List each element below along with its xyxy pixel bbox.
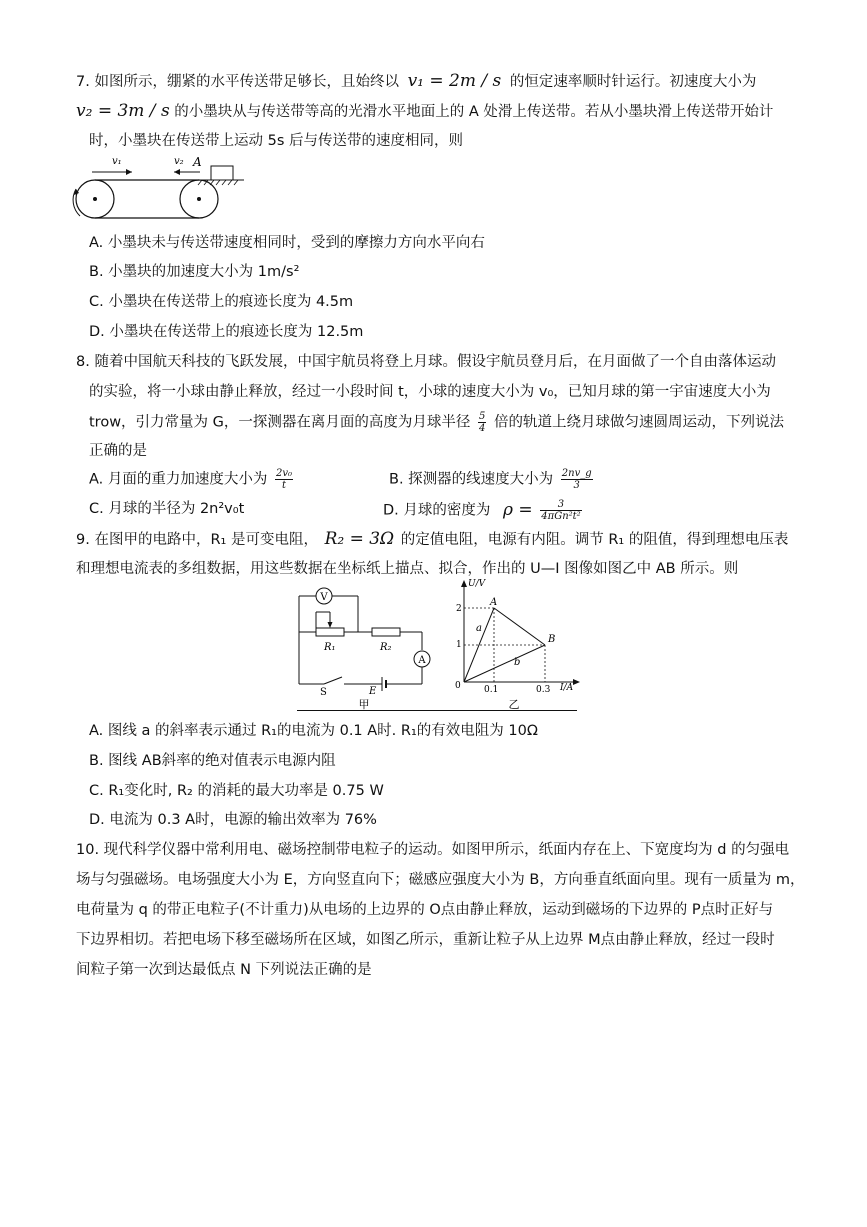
- q8-text-3a: trow，引力常量为 G，一探测器在离月面的高度为月球半径: [89, 414, 471, 431]
- conveyor-belt-figure: [66, 152, 246, 228]
- q9-line-1: [76, 529, 788, 550]
- graph-tick-x01: 0.1: [484, 685, 499, 695]
- graph-tick-y2: 2: [456, 604, 462, 614]
- q8-option-a-fraction: [275, 468, 293, 491]
- q8-option-a-num: 2v₀: [276, 468, 293, 479]
- q7-option-c[interactable]: C. 小墨块在传送带上的痕迹长度为 4.5m: [89, 294, 354, 310]
- graph-line-a-label: a: [476, 623, 482, 634]
- q8-option-b-num: 2nv_g: [561, 468, 592, 479]
- q7-text-1a: 7. 如图所示，绷紧的水平传送带足够长，且始终以: [76, 74, 399, 90]
- graph-point-b: B: [548, 634, 556, 645]
- graph-caption: 乙: [508, 698, 520, 710]
- q8-fraction-5-4: [478, 411, 486, 434]
- q7-line-2: [76, 101, 773, 122]
- switch-label: S: [320, 687, 327, 698]
- q10-line-5: 间粒子第一次到达最低点 N 下列说法正确的是: [76, 962, 372, 978]
- figure-baseline: [297, 710, 577, 711]
- ui-graph: [450, 574, 590, 710]
- q7-text-1b: 的恒定速率顺时针运行。初速度大小为: [509, 74, 757, 90]
- q9-option-a[interactable]: A. 图线 a 的斜率表示通过 R₁的电流为 0.1 A时. R₁的有效电阻为 10Ω: [89, 723, 538, 739]
- battery-label: E: [369, 686, 377, 697]
- q7-text-2b: 的小墨块从与传送带等高的光滑水平地面上的 A 处滑上传送带。若从小墨块滑上传送带开始计: [174, 104, 774, 120]
- r1-label: R₁: [324, 642, 336, 653]
- resistor-r1: [316, 628, 344, 636]
- q7-formula-v1: v₁ = 2m / s: [407, 71, 502, 91]
- q7-line-3: 时，小墨块在传送带上运动 5s 后与传送带的速度相同，则: [89, 133, 463, 149]
- ammeter-label: A: [418, 655, 426, 666]
- r2-label: R₂: [380, 642, 392, 653]
- q9-text-1b: 的定值电阻，电源有内阻。调节 R₁ 的阻值，得到理想电压表: [400, 532, 789, 548]
- graph-line-b-label: b: [514, 657, 521, 668]
- q8-option-b-den: 3: [573, 480, 580, 491]
- graph-tick-x03: 0.3: [536, 685, 551, 695]
- q7-option-a[interactable]: A. 小墨块未与传送带速度相同时，受到的摩擦力方向水平向右: [89, 235, 485, 251]
- q8-option-a[interactable]: [89, 468, 296, 491]
- q8-frac-den: 4: [479, 423, 486, 434]
- q8-option-a-den: t: [282, 480, 287, 491]
- q8-option-b-fraction: [561, 468, 593, 491]
- fig7-label-v1: v₁: [112, 156, 122, 167]
- q10-line-1: 10. 现代科学仪器中常利用电、磁场控制带电粒子的运动。如图甲所示，纸面内存在上、下宽度均为 d 的匀强电: [76, 842, 790, 858]
- q9-option-d[interactable]: D. 电流为 0.3 A时，电源的输出效率为 76%: [89, 812, 377, 828]
- q8-option-d-text: D. 月球的密度为: [383, 502, 491, 519]
- resistor-r2: [372, 628, 400, 636]
- q9-formula-r2: R₂ = 3Ω: [324, 529, 395, 549]
- line-ob: [464, 645, 545, 682]
- circuit-diagram: [294, 586, 444, 710]
- graph-origin: 0: [455, 681, 461, 691]
- q8-option-d-fraction: [540, 499, 581, 522]
- fig7-label-a: A: [193, 155, 202, 169]
- graph-xlabel: I/A: [560, 683, 574, 693]
- q10-line-4: 下边界相切。若把电场下移至磁场所在区域，如图乙所示，重新让粒子从上边界 M点由静止释放，经过一段时: [76, 932, 775, 948]
- graph-ylabel: U/V: [468, 579, 486, 589]
- q8-option-d-num: 3: [540, 499, 581, 511]
- q8-option-d-den: 4πGn²t²: [541, 511, 581, 522]
- q7-line-1: [76, 71, 756, 92]
- q7-option-b[interactable]: B. 小墨块的加速度大小为 1m/s²: [89, 264, 300, 280]
- line-ab: [494, 608, 545, 645]
- q8-option-d[interactable]: [383, 499, 585, 522]
- q8-option-b-text: B. 探测器的线速度大小为: [389, 471, 554, 488]
- q7-option-d[interactable]: D. 小墨块在传送带上的痕迹长度为 12.5m: [89, 324, 364, 340]
- q7-formula-v2: v₂ = 3m / s: [76, 101, 170, 121]
- voltmeter-label: V: [320, 592, 328, 603]
- q8-line-2: 的实验，将一小球由静止释放，经过一小段时间 t，小球的速度大小为 v₀，已知月球的第一宇宙速度大小为: [89, 384, 771, 400]
- q9-text-1a: 9. 在图甲的电路中，R₁ 是可变电阻，: [76, 532, 318, 548]
- q8-option-a-text: A. 月面的重力加速度大小为: [89, 471, 268, 488]
- q9-option-b[interactable]: B. 图线 AB斜率的绝对值表示电源内阻: [89, 753, 336, 769]
- q8-line-1: 8. 随着中国航天科技的飞跃发展，中国宇航员将登上月球。假设宇航员登月后，在月面做了一个自由落体运动: [76, 354, 776, 370]
- q8-text-3b: 倍的轨道上绕月球做匀速圆周运动，下列说法: [494, 414, 784, 431]
- q8-option-c[interactable]: C. 月球的半径为 2n²v₀t: [89, 501, 245, 517]
- q8-option-b[interactable]: [389, 468, 596, 491]
- q10-line-3: 电荷量为 q 的带正电粒子(不计重力)从电场的上边界的 O点由静止释放，运动到磁场的下边界的 P点时正好与: [76, 902, 774, 918]
- q9-option-c[interactable]: C. R₁变化时, R₂ 的消耗的最大功率是 0.75 W: [89, 783, 384, 799]
- graph-tick-y1: 1: [456, 640, 462, 650]
- q8-line-3: [89, 411, 784, 434]
- q8-line-4: 正确的是: [89, 443, 147, 459]
- q10-line-2: 场与匀强磁场。电场强度大小为 E，方向竖直向下；磁感应强度大小为 B，方向垂直纸面向里。现有一质量为 m，: [76, 872, 805, 888]
- q9-line-2: 和理想电流表的多组数据，用这些数据在坐标纸上描点、拟合，作出的 U—I 图像如图乙中 AB 所示。则: [76, 561, 739, 577]
- q8-option-d-rho: ρ =: [503, 499, 533, 520]
- fig7-label-v2: v₂: [174, 156, 184, 167]
- circuit-caption: 甲: [358, 698, 370, 710]
- switch-symbol: [324, 677, 342, 684]
- q8-frac-num: 5: [479, 411, 486, 422]
- graph-point-a: A: [490, 597, 498, 608]
